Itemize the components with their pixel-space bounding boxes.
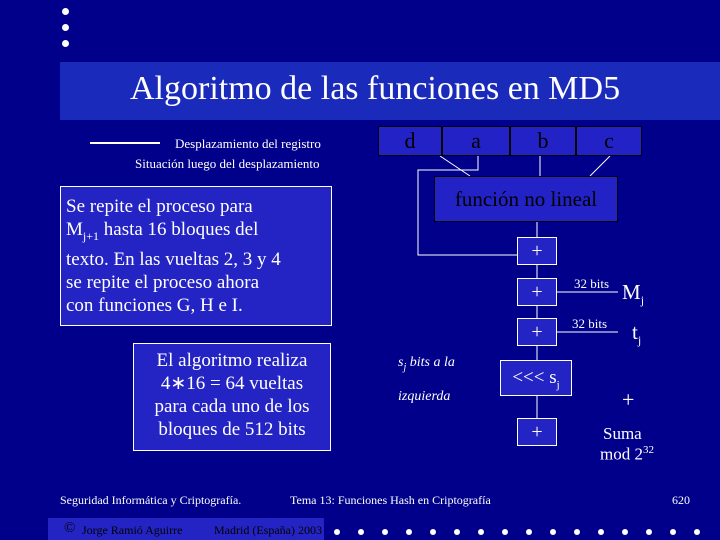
page-title: Algoritmo de las funciones en MD5 xyxy=(130,70,621,107)
decor-dot xyxy=(574,529,580,535)
decor-dot xyxy=(550,529,556,535)
sj-sub: j xyxy=(403,361,407,373)
note1-line1: Se repite el proceso para xyxy=(66,196,253,217)
decor-dot xyxy=(646,529,652,535)
note1-line5: con funciones G, H e I. xyxy=(66,294,243,316)
footer-topic: Tema 13: Funciones Hash en Criptografía xyxy=(290,493,491,507)
connector-d-down xyxy=(440,156,470,176)
note1-line2 xyxy=(66,218,331,248)
note1-m: M xyxy=(66,219,83,240)
mj-label xyxy=(622,280,644,308)
decor-dot xyxy=(478,529,484,535)
tj-sub: j xyxy=(637,333,642,348)
adder-2: + xyxy=(517,278,557,306)
note1-line3: texto. En las vueltas 2, 3 y 4 xyxy=(66,248,281,270)
note2-line2: 4∗16 = 64 vueltas xyxy=(160,373,304,394)
decor-dot xyxy=(526,529,532,535)
mod-label xyxy=(600,444,654,465)
suma-plus: + xyxy=(622,387,635,412)
suma-label: Suma xyxy=(603,424,642,443)
tj-label xyxy=(632,320,641,348)
legend-shift-label: Desplazamiento del registro xyxy=(175,136,321,151)
decor-dot xyxy=(430,529,436,535)
legend-after-label: Situación luego del desplazamiento xyxy=(135,156,320,171)
decor-dot xyxy=(406,529,412,535)
decor-dot xyxy=(502,529,508,535)
register-a: a xyxy=(442,126,510,156)
register-c: c xyxy=(576,126,642,156)
rotate-left-text: <<< s xyxy=(512,367,557,388)
adder-1: + xyxy=(517,237,557,265)
adder-4: + xyxy=(517,418,557,446)
footer-author-bar xyxy=(48,518,324,540)
note2-line4: bloques de 512 bits xyxy=(158,419,306,440)
note2-line1: El algoritmo realiza xyxy=(156,350,308,371)
tj-letter: t xyxy=(632,320,638,344)
izquierda-label: izquierda xyxy=(398,389,451,404)
bits-label-mj: 32 bits xyxy=(574,276,610,291)
copyright-symbol: © xyxy=(64,520,76,536)
register-b: b xyxy=(510,126,576,156)
sj-bits-label xyxy=(398,355,455,373)
mj-sub: j xyxy=(640,293,645,308)
rotate-left-box xyxy=(500,360,572,396)
mod-text: mod 2 xyxy=(600,444,643,464)
connector-b-adder4 xyxy=(540,165,560,170)
decor-dot xyxy=(358,529,364,535)
note1-line4: se repite el proceso ahora xyxy=(66,271,260,293)
sj-letter: s xyxy=(398,355,404,370)
nonlinear-function-box: función no lineal xyxy=(434,176,618,222)
note2-line3: para cada uno de los xyxy=(154,396,310,417)
note-repeat-box xyxy=(60,186,332,326)
note-rounds-box xyxy=(133,343,331,451)
note1-line2-rest: hasta 16 bloques del xyxy=(99,219,259,240)
sj-rest: bits a la xyxy=(409,355,455,370)
adder-3: + xyxy=(517,318,557,346)
decor-dot xyxy=(670,529,676,535)
footer-course: Seguridad Informática y Criptografía. xyxy=(60,493,242,507)
decor-dot xyxy=(454,529,460,535)
decor-dot xyxy=(598,529,604,535)
decor-dot xyxy=(694,529,700,535)
footer-author: Jorge Ramió Aguirre xyxy=(82,523,183,537)
footer-place: Madrid (España) 2003 xyxy=(214,523,322,537)
note1-sub: j+1 xyxy=(82,228,100,243)
connector-c-down xyxy=(590,156,610,176)
register-d: d xyxy=(378,126,442,156)
page-number: 620 xyxy=(672,493,690,507)
decor-dot xyxy=(334,529,340,535)
bits-label-tj: 32 bits xyxy=(572,316,608,331)
decor-dot xyxy=(382,529,388,535)
decor-dot xyxy=(622,529,628,535)
mod-exp: 32 xyxy=(642,444,654,456)
rotate-left-sub: j xyxy=(556,378,560,391)
mj-letter: M xyxy=(622,280,641,304)
